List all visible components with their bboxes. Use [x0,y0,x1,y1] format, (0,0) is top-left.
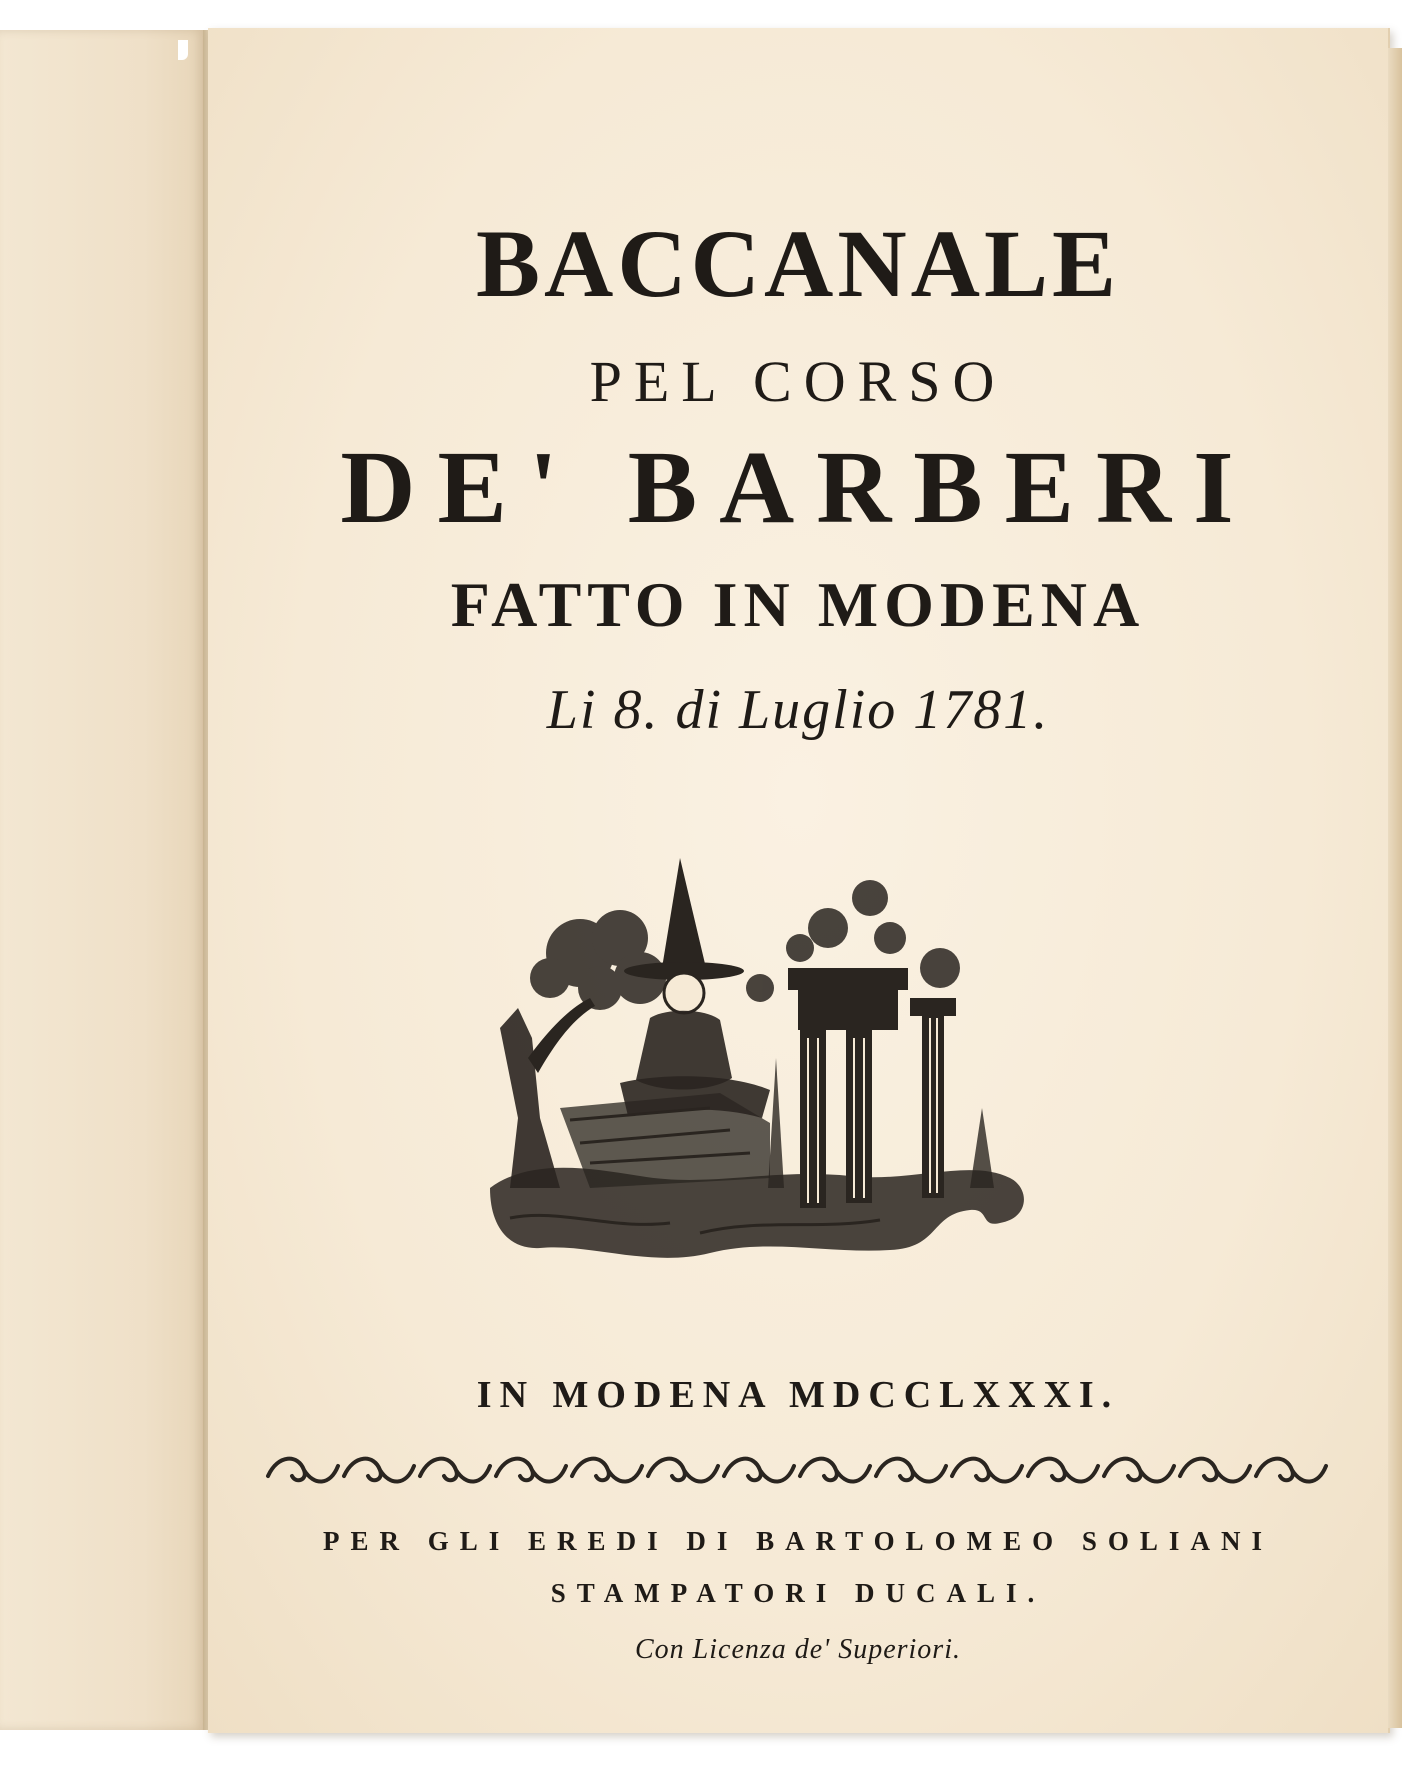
printer-line-1: PER GLI EREDI DI BARTOLOMEO SOLIANI [323,1526,1273,1556]
printer-line-2: STAMPATORI DUCALI. [550,1578,1046,1608]
ornament-scroll [1180,1459,1250,1482]
ornament-scroll [1028,1459,1098,1482]
ornament-scroll [648,1459,718,1482]
ornament-scroll [420,1459,490,1482]
ornament-scroll [344,1459,414,1482]
ornament-scroll [1256,1459,1326,1482]
ornament-scroll [724,1459,794,1482]
previous-leaf-edge [0,30,205,1730]
woodcut-illustration [470,858,1040,1298]
imprint-place: IN MODENA MDCCLXXXI. [476,1374,1120,1416]
title-fatto-in-modena: FATTO IN MODENA [450,569,1146,640]
license-line: Con Licenza de' Superiori. [635,1634,961,1665]
ornament-scroll [268,1459,338,1482]
ornament-scroll [572,1459,642,1482]
title-de-barberi: DE' BARBERI [340,430,1256,545]
title-pel-corso: PEL CORSO [589,349,1007,414]
title-page [208,28,1390,1733]
ornamental-rule [258,1446,1338,1494]
title-baccanale: BACCANALE [475,210,1121,317]
ornament-scroll [1104,1459,1174,1482]
ornament-scroll [952,1459,1022,1482]
title-date: Li 8. di Luglio 1781. [546,679,1050,741]
ornament-scroll [876,1459,946,1482]
ornament-scroll [800,1459,870,1482]
ornament-scroll [496,1459,566,1482]
